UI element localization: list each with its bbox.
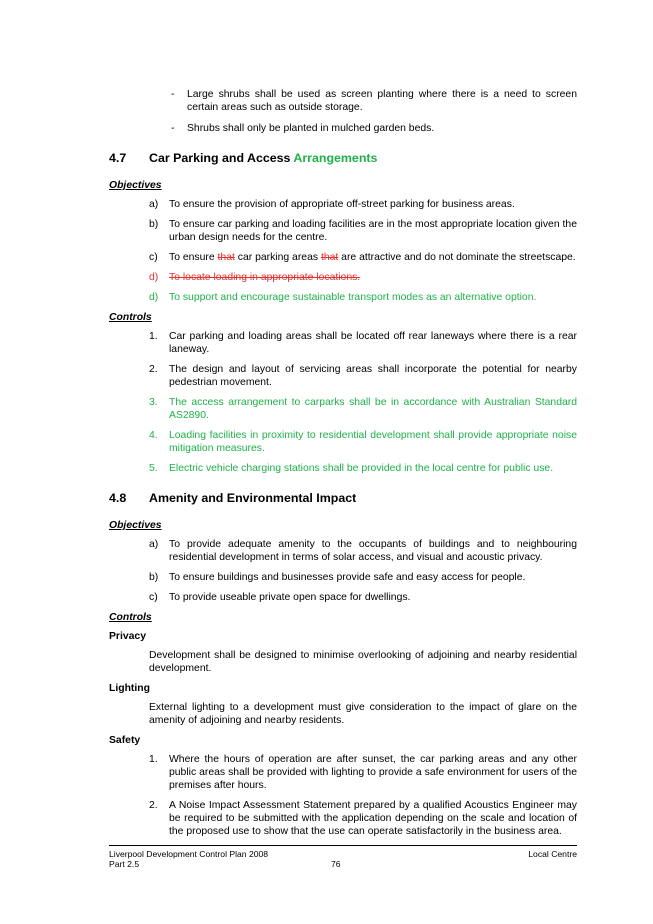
- item-text: To support and encourage sustainable transport modes as an alternative option.: [169, 292, 537, 303]
- objective-item-deleted: [109, 271, 577, 284]
- item-label: b): [149, 572, 159, 583]
- item-label: b): [149, 219, 159, 230]
- objective-item-added: [109, 291, 577, 304]
- bullet-item: [109, 122, 577, 135]
- section-title: Car Parking and Access: [149, 151, 291, 165]
- item-text: To ensure buildings and businesses provide safe and easy access for people.: [169, 572, 526, 583]
- safety-item: [109, 799, 577, 838]
- section-number: 4.8: [109, 491, 127, 505]
- item-label: c): [149, 592, 158, 603]
- item-label: 4.: [149, 430, 158, 441]
- safety-heading: Safety: [109, 735, 141, 746]
- item-text: The access arrangement to carparks shall be in accordance with Australian Standard AS2890.: [169, 397, 577, 421]
- bullet-text: Large shrubs shall be used as screen planting where there is a need to screen certain areas such as outside storage.: [187, 89, 577, 113]
- deleted-text: that: [320, 252, 339, 263]
- objective-item: [109, 571, 577, 584]
- item-label: 1.: [149, 754, 158, 765]
- section-number: 4.7: [109, 151, 127, 165]
- bullet-dash: -: [171, 123, 175, 134]
- item-label: 3.: [149, 397, 158, 408]
- item-text: Where the hours of operation are after sunset, the car parking areas and any other public areas shall be provided with lighting to provide a safe environment for users of the premises after hours.: [169, 754, 577, 791]
- controls-heading: Controls: [109, 612, 152, 623]
- objectives-heading: Objectives: [109, 180, 162, 191]
- item-text: To locate loading in appropriate locations.: [169, 272, 361, 283]
- text-part: To ensure: [169, 252, 215, 263]
- privacy-heading: Privacy: [109, 631, 146, 642]
- privacy-text: Development shall be designed to minimise overlooking of adjoining and nearby residential development.: [149, 650, 577, 674]
- item-text: Electric vehicle charging stations shall be provided in the local centre for public use.: [169, 463, 554, 474]
- bullet-item: [109, 88, 577, 114]
- control-item-added: [109, 396, 577, 422]
- item-text: Car parking and loading areas shall be located off rear laneways where there is a rear laneway.: [169, 331, 577, 355]
- item-text: To ensure the provision of appropriate off-street parking for business areas.: [169, 199, 515, 210]
- page-footer: [109, 845, 577, 869]
- item-text: To provide useable private open space for dwellings.: [169, 592, 411, 603]
- item-label: 2.: [149, 364, 158, 375]
- control-item: [109, 363, 577, 389]
- item-text: To provide adequate amenity to the occupants of buildings and to neighbouring residential development in terms of solar access, and visual and acoustic privacy.: [169, 539, 577, 563]
- safety-item: [109, 753, 577, 792]
- item-text: [169, 251, 577, 264]
- item-label: a): [149, 539, 159, 550]
- section-title-added: Arrangements: [293, 151, 378, 165]
- item-label: d): [149, 272, 159, 283]
- text-part: car parking areas: [237, 252, 319, 263]
- section-heading-4-8: [109, 491, 577, 506]
- control-item-added: [109, 462, 577, 475]
- control-item-added: [109, 429, 577, 455]
- objective-item: [109, 251, 577, 264]
- objective-item: [109, 218, 577, 244]
- footer-right: Local Centre: [528, 849, 577, 859]
- objective-item: [109, 198, 577, 211]
- bullet-text: Shrubs shall only be planted in mulched garden beds.: [187, 123, 435, 134]
- text-part: are attractive and do not dominate the streetscape.: [341, 252, 576, 263]
- item-text: A Noise Impact Assessment Statement prepared by a qualified Acoustics Engineer may be required to be submitted with the application depending on the scale and location of the proposed use to show that the use can operate satisfactorily in the business area.: [169, 800, 577, 837]
- objective-item: [109, 538, 577, 564]
- section-title: Amenity and Environmental Impact: [149, 491, 357, 505]
- footer-part: Part 2.5: [109, 859, 140, 869]
- controls-heading: Controls: [109, 312, 152, 323]
- section-heading-4-7: [109, 151, 577, 166]
- item-label: d): [149, 292, 159, 303]
- footer-plan-title: Liverpool Development Control Plan 2008: [109, 849, 269, 859]
- control-item: [109, 330, 577, 356]
- item-text: Loading facilities in proximity to residential development shall provide appropriate noise mitigation measures.: [169, 430, 577, 454]
- objectives-heading: Objectives: [109, 520, 162, 531]
- document-page: [109, 88, 577, 845]
- item-label: c): [149, 252, 158, 263]
- item-label: 5.: [149, 463, 158, 474]
- page-number: 76: [331, 859, 341, 869]
- lighting-text: External lighting to a development must give consideration to the impact of glare on the amenity of adjoining and nearby residents.: [149, 702, 577, 726]
- item-label: a): [149, 199, 159, 210]
- objective-item: [109, 591, 577, 604]
- item-text: To ensure car parking and loading facilities are in the most appropriate location given the urban design needs for the centre.: [169, 219, 577, 243]
- footer-left: [109, 849, 268, 869]
- item-label: 1.: [149, 331, 158, 342]
- item-label: 2.: [149, 800, 158, 811]
- item-text: The design and layout of servicing areas shall incorporate the potential for nearby pedestrian movement.: [169, 364, 577, 388]
- bullet-dash: -: [171, 89, 175, 100]
- deleted-text: that: [217, 252, 235, 263]
- lighting-heading: Lighting: [109, 683, 150, 694]
